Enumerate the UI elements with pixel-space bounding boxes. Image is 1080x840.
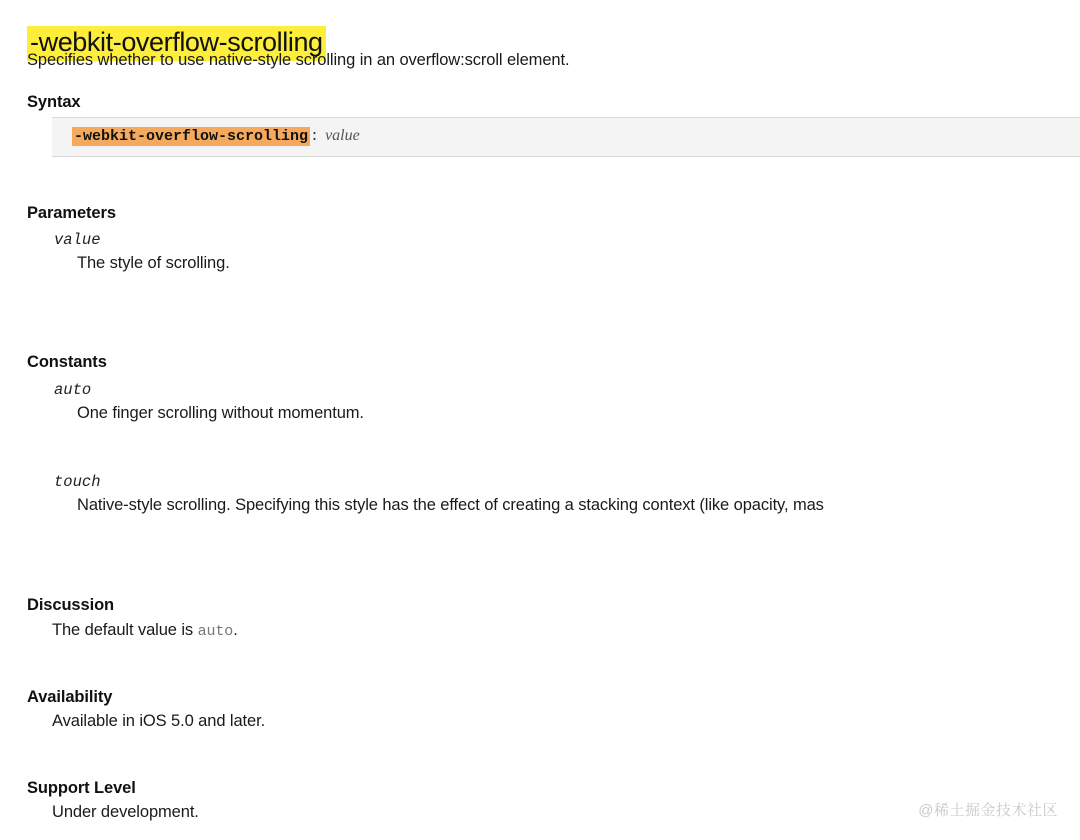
section-heading-syntax: Syntax	[27, 93, 81, 111]
constant-description-touch: Native-style scrolling. Specifying this style has the effect of creating a stacking context (like opacity, mas	[77, 496, 824, 514]
section-heading-parameters: Parameters	[27, 204, 116, 222]
section-heading-support-level: Support Level	[27, 779, 136, 797]
discussion-text	[52, 621, 238, 640]
support-level-text: Under development.	[52, 803, 199, 821]
availability-text: Available in iOS 5.0 and later.	[52, 712, 266, 730]
page-title: -webkit-overflow-scrolling	[27, 26, 326, 61]
section-heading-constants: Constants	[27, 353, 107, 371]
document-abstract: Specifies whether to use native-style scrolling in an overflow:scroll element.	[27, 51, 570, 69]
syntax-code-block	[52, 117, 1080, 157]
syntax-property-name: -webkit-overflow-scrolling	[74, 128, 309, 145]
constant-term-auto: auto	[54, 381, 92, 399]
section-heading-discussion: Discussion	[27, 596, 115, 614]
watermark: @稀土掘金技术社区	[918, 802, 1058, 819]
section-heading-availability: Availability	[27, 688, 113, 706]
parameter-term: value	[54, 231, 101, 249]
syntax-value-placeholder: value	[325, 127, 360, 144]
constant-term-touch: touch	[54, 473, 101, 491]
syntax-code-line	[72, 127, 360, 145]
discussion-text-after: .	[233, 621, 238, 639]
discussion-inline-code: auto	[197, 623, 234, 640]
constant-description-auto: One finger scrolling without momentum.	[77, 404, 364, 422]
parameter-description: The style of scrolling.	[77, 254, 230, 272]
discussion-text-before: The default value is	[52, 621, 198, 639]
syntax-colon: :	[310, 128, 320, 145]
